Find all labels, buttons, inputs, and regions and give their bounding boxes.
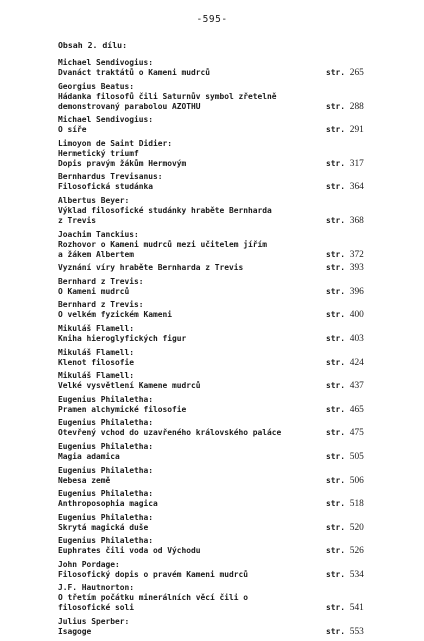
toc-entry <box>58 348 398 368</box>
toc-page-ref <box>326 381 364 391</box>
toc-heading: Obsah 2. dílu: <box>58 40 128 50</box>
toc-entry-text: Filosofický dopis o pravém Kameni mudrců <box>58 569 249 579</box>
toc-entry <box>58 172 398 192</box>
toc-entry-title <box>58 452 398 462</box>
toc-entry <box>58 395 398 415</box>
toc-entry-title <box>58 102 398 112</box>
toc-entry-author <box>58 536 398 546</box>
toc-page-ref <box>326 68 364 78</box>
toc-entry-title <box>58 263 398 273</box>
toc-entry-title <box>58 570 398 580</box>
toc-entry-text: Skrytá magická duše <box>58 522 149 532</box>
toc-page-number: 403 <box>349 333 364 344</box>
toc-entry-text: Eugenius Philaletha: <box>58 489 154 499</box>
toc-entry-text: Filosofická studánka <box>58 182 154 192</box>
toc-entry-author <box>58 324 398 334</box>
toc-entry-author <box>58 560 398 570</box>
toc-entry-title <box>58 358 398 368</box>
toc-entry-text: Eugenius Philaletha: <box>58 465 154 475</box>
toc-page-ref <box>326 358 364 368</box>
toc-entry-title <box>58 627 398 637</box>
toc-entry-title <box>58 182 398 192</box>
toc-str-label: str. <box>326 451 346 461</box>
toc-page-ref <box>326 159 364 169</box>
toc-entry <box>58 82 398 112</box>
toc-page-number: 541 <box>349 603 364 614</box>
toc-entry <box>58 324 398 344</box>
toc-str-label: str. <box>326 158 346 168</box>
toc-entry-text: O třetím počátku minerálních věcí čili o <box>58 593 249 603</box>
toc-page-number: 393 <box>349 263 364 274</box>
toc-page-number: 518 <box>349 499 364 510</box>
toc-entry-title <box>58 206 398 216</box>
toc-page-ref <box>326 627 364 637</box>
toc-page-ref <box>326 603 364 613</box>
toc-entry-text: Rozhovor o Kameni mudrců mezi učitelem jířím <box>58 239 268 249</box>
toc-page-ref <box>326 499 364 509</box>
toc-str-label: str. <box>326 182 346 192</box>
toc-entry <box>58 139 398 169</box>
toc-str-label: str. <box>326 249 346 259</box>
toc-entry <box>58 230 398 260</box>
toc-entry-author <box>58 172 398 182</box>
toc-page-ref <box>326 287 364 297</box>
toc-entry-title <box>58 381 398 391</box>
toc-entry <box>58 371 398 391</box>
toc-page-number: 288 <box>349 101 364 112</box>
toc-entry-title <box>58 287 398 297</box>
toc-entry-text: Isagoge <box>58 627 92 637</box>
toc-entry <box>58 263 398 273</box>
toc-entry-author <box>58 230 398 240</box>
toc-entry-author <box>58 58 398 68</box>
toc-entry-text: Klenot filosofie <box>58 357 135 367</box>
toc-entry <box>58 560 398 580</box>
toc-entry-author <box>58 277 398 287</box>
toc-entry-title <box>58 310 398 320</box>
toc-entry-title <box>58 546 398 556</box>
toc-page-number: 372 <box>349 249 364 260</box>
toc-entry-author <box>58 466 398 476</box>
toc-entry-text: J.F. Hautnorton: <box>58 583 135 593</box>
toc-entry-text: filosofické soli <box>58 603 135 613</box>
toc-page-ref <box>326 125 364 135</box>
toc-page-number: 534 <box>349 569 364 580</box>
toc-entry-text: Magia adamica <box>58 451 120 461</box>
toc-entry-text: Albertus Beyer: <box>58 195 130 205</box>
toc-entry-text: Mikuláš Flamell: <box>58 371 135 381</box>
toc-page-ref <box>326 476 364 486</box>
toc-entry-text: Bernhard z Trevis: <box>58 300 144 310</box>
toc-entry-text: Eugenius Philaletha: <box>58 418 154 428</box>
toc-str-label: str. <box>326 603 346 613</box>
toc-entry-text: Limoyon de Saint Didier: <box>58 138 173 148</box>
toc-page-number: 465 <box>349 404 364 415</box>
toc-page-number: 505 <box>349 451 364 462</box>
toc-entry-title <box>58 603 398 613</box>
toc-entry-title <box>58 240 398 250</box>
toc-entry-text: Euphrates čili voda od Východu <box>58 546 201 556</box>
toc-entry-text: Vyznání víry hraběte Bernharda z Trevis <box>58 263 244 273</box>
toc-str-label: str. <box>326 569 346 579</box>
toc-page-number: 364 <box>349 182 364 193</box>
toc-str-label: str. <box>326 357 346 367</box>
toc-entry <box>58 583 398 613</box>
toc-entry-text: Michael Sendivogius: <box>58 58 154 67</box>
toc-str-label: str. <box>326 286 346 296</box>
toc-entry-author <box>58 300 398 310</box>
toc-page-ref <box>326 546 364 556</box>
toc-entry <box>58 418 398 438</box>
toc-entry-text: Michael Sendivogius: <box>58 115 154 125</box>
toc-entry-text: O Kameni mudrců <box>58 286 130 296</box>
toc-entry-title <box>58 593 398 603</box>
toc-entry-title <box>58 92 398 102</box>
toc-entry <box>58 300 398 320</box>
toc-entry-author <box>58 196 398 206</box>
toc-entry-text: Julius Sperber: <box>58 617 130 627</box>
toc-entry-text: Eugenius Philaletha: <box>58 441 154 451</box>
toc-entry-text: O síře <box>58 125 87 135</box>
toc-entry-author <box>58 617 398 627</box>
toc-entry-text: Bernhard z Trevis: <box>58 276 144 286</box>
toc-page-number: 396 <box>349 286 364 297</box>
toc-entry-author <box>58 442 398 452</box>
toc-entry-title <box>58 149 398 159</box>
toc-str-label: str. <box>326 522 346 532</box>
toc-entry-author <box>58 82 398 92</box>
toc-str-label: str. <box>326 263 346 273</box>
toc-entry-title <box>58 68 398 78</box>
toc-entry-title <box>58 428 398 438</box>
toc-page-number: 291 <box>349 125 364 136</box>
toc-entry <box>58 466 398 486</box>
toc-entry <box>58 277 398 297</box>
toc-entry <box>58 513 398 533</box>
toc-entry <box>58 196 398 226</box>
toc-str-label: str. <box>326 499 346 509</box>
toc-entry-text: Nebesa země <box>58 475 111 485</box>
toc-page-number: 553 <box>349 627 364 638</box>
toc-str-label: str. <box>326 333 346 343</box>
toc-page-ref <box>326 310 364 320</box>
toc-entry-text: Pramen alchymické filosofie <box>58 404 187 414</box>
toc-page-number: 475 <box>349 428 364 439</box>
toc-entry-text: John Pordage: <box>58 559 120 569</box>
toc-page-number: 368 <box>349 215 364 226</box>
toc-entry-text: Eugenius Philaletha: <box>58 394 154 404</box>
page-number: -595- <box>196 14 228 25</box>
toc-page-number: 317 <box>349 158 364 169</box>
toc-page-number: 437 <box>349 381 364 392</box>
toc-entry <box>58 442 398 462</box>
toc-entry <box>58 58 398 78</box>
toc-str-label: str. <box>326 215 346 225</box>
toc-entry-text: Bernhardus Trevisanus: <box>58 172 163 182</box>
toc-entry-text: Výklad filosofické studánky hraběte Bernharda <box>58 205 272 215</box>
toc-page-ref <box>326 102 364 112</box>
toc-entry-text: a žákem Albertem <box>58 249 135 259</box>
toc-page-number: 520 <box>349 522 364 533</box>
toc-entry-title <box>58 523 398 533</box>
toc-entry-title <box>58 250 398 260</box>
toc-entry-text: Joachim Tanckius: <box>58 229 139 239</box>
toc-page-ref <box>326 428 364 438</box>
toc-page-number: 400 <box>349 310 364 321</box>
toc-page-ref <box>326 182 364 192</box>
toc-entry-text: Eugenius Philaletha: <box>58 512 154 522</box>
toc-entry-author <box>58 513 398 523</box>
toc-entry-text: Kniha hieroglyfických figur <box>58 333 187 343</box>
toc-str-label: str. <box>326 475 346 485</box>
toc-entry <box>58 489 398 509</box>
toc-entry-title <box>58 334 398 344</box>
toc-page-ref <box>326 216 364 226</box>
toc-entry-author <box>58 395 398 405</box>
table-of-contents <box>58 58 398 641</box>
toc-str-label: str. <box>326 101 346 111</box>
toc-entry-author <box>58 348 398 358</box>
toc-page-ref <box>326 523 364 533</box>
toc-entry-author <box>58 139 398 149</box>
toc-entry-text: O velkém fyzickém Kameni <box>58 310 173 320</box>
toc-str-label: str. <box>326 68 346 77</box>
toc-page-number: 506 <box>349 475 364 486</box>
toc-str-label: str. <box>326 627 346 637</box>
toc-str-label: str. <box>326 404 346 414</box>
toc-entry-title <box>58 125 398 135</box>
toc-entry-text: Mikuláš Flamell: <box>58 347 135 357</box>
toc-page-ref <box>326 334 364 344</box>
toc-entry-author <box>58 418 398 428</box>
toc-page-number: 526 <box>349 546 364 557</box>
toc-entry-title <box>58 476 398 486</box>
toc-entry-author <box>58 115 398 125</box>
toc-str-label: str. <box>326 125 346 135</box>
toc-page-ref <box>326 250 364 260</box>
toc-entry-text: Velké vysvětlení Kamene mudrců <box>58 381 201 391</box>
toc-page-ref <box>326 405 364 415</box>
toc-entry-title <box>58 159 398 169</box>
toc-entry-author <box>58 489 398 499</box>
toc-entry-text: Dopis pravým žákům Hermovým <box>58 158 187 168</box>
toc-str-label: str. <box>326 310 346 320</box>
toc-entry-text: Dvanáct traktátů o Kameni mudrců <box>58 68 211 77</box>
toc-entry <box>58 115 398 135</box>
toc-entry-text: Eugenius Philaletha: <box>58 536 154 546</box>
toc-entry-author <box>58 371 398 381</box>
toc-str-label: str. <box>326 381 346 391</box>
toc-str-label: str. <box>326 546 346 556</box>
toc-page-number: 265 <box>349 68 364 78</box>
toc-page-ref <box>326 570 364 580</box>
toc-page-ref <box>326 263 364 273</box>
toc-entry-text: demonstrovaný parabolou AZOTHU <box>58 101 201 111</box>
toc-entry-text: Anthroposophia magica <box>58 499 158 509</box>
toc-entry-text: Hermetický triumf <box>58 148 139 158</box>
toc-entry-title <box>58 216 398 226</box>
toc-entry-text: Georgius Beatus: <box>58 81 135 91</box>
toc-page-number: 424 <box>349 357 364 368</box>
toc-entry-title <box>58 499 398 509</box>
toc-entry-text: Hádanka filosofů čili Saturnův symbol zřetelně <box>58 91 277 101</box>
toc-page-ref <box>326 452 364 462</box>
toc-entry-text: Otevřený vchod do uzavřeného královského paláce <box>58 428 282 438</box>
toc-entry <box>58 536 398 556</box>
toc-entry-author <box>58 583 398 593</box>
toc-entry <box>58 617 398 637</box>
toc-str-label: str. <box>326 428 346 438</box>
toc-entry-text: Mikuláš Flamell: <box>58 323 135 333</box>
toc-entry-title <box>58 405 398 415</box>
toc-entry-text: z Trevis <box>58 215 97 225</box>
